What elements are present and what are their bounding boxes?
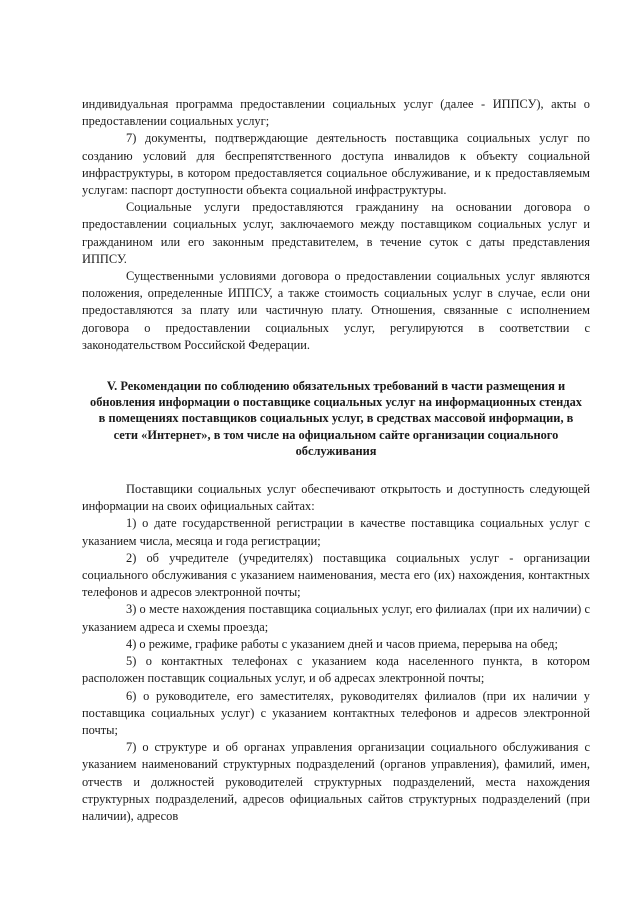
list-item-contact-phones: 5) о контактных телефонах с указанием кода населенного пункта, в котором расположен поставщик социальных услуг, и об адресах электронной почты;	[82, 654, 590, 686]
paragraph-ippsu-continuation: индивидуальная программа предоставлении социальных услуг (далее - ИППСУ), акты о предоставлении социальных услуг;	[82, 97, 590, 129]
list-item-location: 3) о месте нахождения поставщика социальных услуг, его филиалах (при их наличии) с указанием адреса и схемы проезда;	[82, 602, 590, 634]
list-item-registration-date: 1) о дате государственной регистрации в качестве поставщика социальных услуг с указанием числа, месяца и года регистрации;	[82, 516, 590, 548]
list-item-management: 6) о руководителе, его заместителях, руководителях филиалов (при их наличии у поставщика социальных услуг) с указанием контактных телефонов и адресов электронной почты;	[82, 688, 590, 737]
list-item-founder: 2) об учредителе (учредителях) поставщика социальных услуг - организации социального обслуживания с указанием наименования, места его (их) нахождения, контактных телефонов и адресов электронной почты;	[82, 550, 590, 600]
list-item-schedule: 4) о режиме, графике работы с указанием дней и часов приема, перерыва на обед;	[126, 636, 558, 651]
section-heading: V. Рекомендации по соблюдению обязательных требований в части размещения и обновления информации о поставщике социальных услуг на информационных стендах в помещениях поставщиков социальных услуг, в средствах массовой информации, в сети «Интернет», в том числе на официальном сайте организации социального обслуживания	[90, 379, 582, 458]
paragraph-contract-basis: Социальные услуги предоставляются гражданину на основании договора о предоставлении социальных услуг, заключаемого между поставщиком социальных услуг и гражданином или его законным представителем, в течение суток с даты представления ИППСУ.	[82, 200, 590, 266]
paragraph-info-intro: Поставщики социальных услуг обеспечивают открытость и доступность следующей информации на своих официальных сайтах:	[82, 482, 590, 514]
paragraph-item-7-accessibility: 7) документы, подтверждающие деятельность поставщика социальных услуг по созданию условий для беспрепятственного доступа инвалидов к объекту социальной инфраструктуры, в котором предоставляется социальное обслуживание, и к предоставляемым услугам: паспорт доступности объекта социальной инфраструктуры.	[82, 131, 590, 198]
list-item-structure: 7) о структуре и об органах управления организации социального обслуживания с указанием наименований структурных подразделений (органов управления), фамилий, имен, отчеств и должностей руководителей структурных подразделений, места нахождения структурных подразделений, адресов официальных сайтов структурных подразделений (при наличии), адресов	[82, 740, 590, 823]
paragraph-contract-terms: Существенными условиями договора о предоставлении социальных услуг являются положения, определенные ИППСУ, а также стоимость социальных услуг в случае, если они предоставляются за плату или частичную плату. Отношения, связанные с исполнением договора о предоставлении социальных услуг, регулируются в соответствии с законодательством Российской Федерации.	[82, 269, 590, 352]
